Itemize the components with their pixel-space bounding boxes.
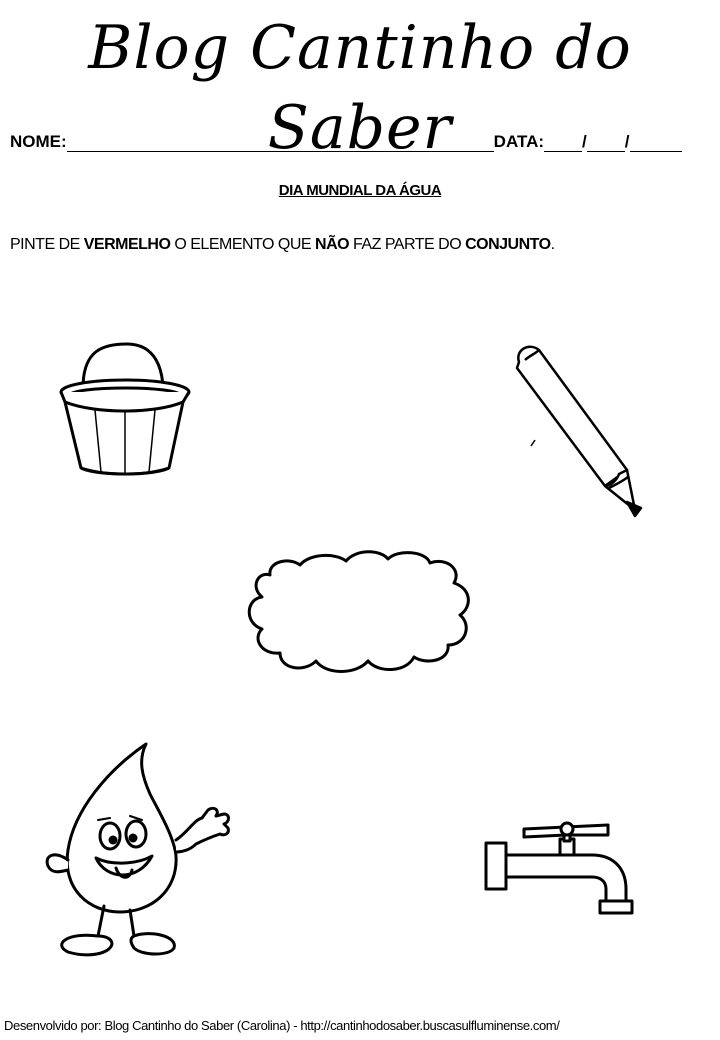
instruction-part: . [550,236,555,253]
instruction-set-word: CONJUNTO [465,236,551,253]
date-month-blank [587,135,625,152]
instruction-part: FAZ PARTE DO [349,236,466,253]
instruction-color-word: VERMELHO [83,236,171,253]
name-date-line [10,128,700,152]
bucket-icon [55,340,195,480]
date-day-blank [544,135,582,152]
faucet-icon [480,815,645,925]
name-blank [67,135,494,152]
instruction-text [10,236,710,254]
worksheet-heading: DIA MUNDIAL DA ÁGUA [278,182,442,199]
page-title: Blog Cantinho do Saber [88,13,632,163]
water-drop-character-icon [38,740,233,960]
date-separator: / [582,132,587,151]
instruction-part: O ELEMENTO QUE [170,236,316,253]
name-label: NOME: [10,132,67,151]
date-label: DATA: [493,132,545,151]
instruction-part: PINTE DE [10,236,84,253]
footer-credit: Desenvolvido por: Blog Cantinho do Saber (Carolina) - http://cantinhodosaber.buscasulfluminense.com/ [4,1018,560,1033]
pencil-icon [505,340,655,530]
cloud-icon [240,545,480,685]
instruction-negation-word: NÃO [315,236,350,253]
date-separator: / [624,132,630,151]
date-year-blank [630,135,682,152]
